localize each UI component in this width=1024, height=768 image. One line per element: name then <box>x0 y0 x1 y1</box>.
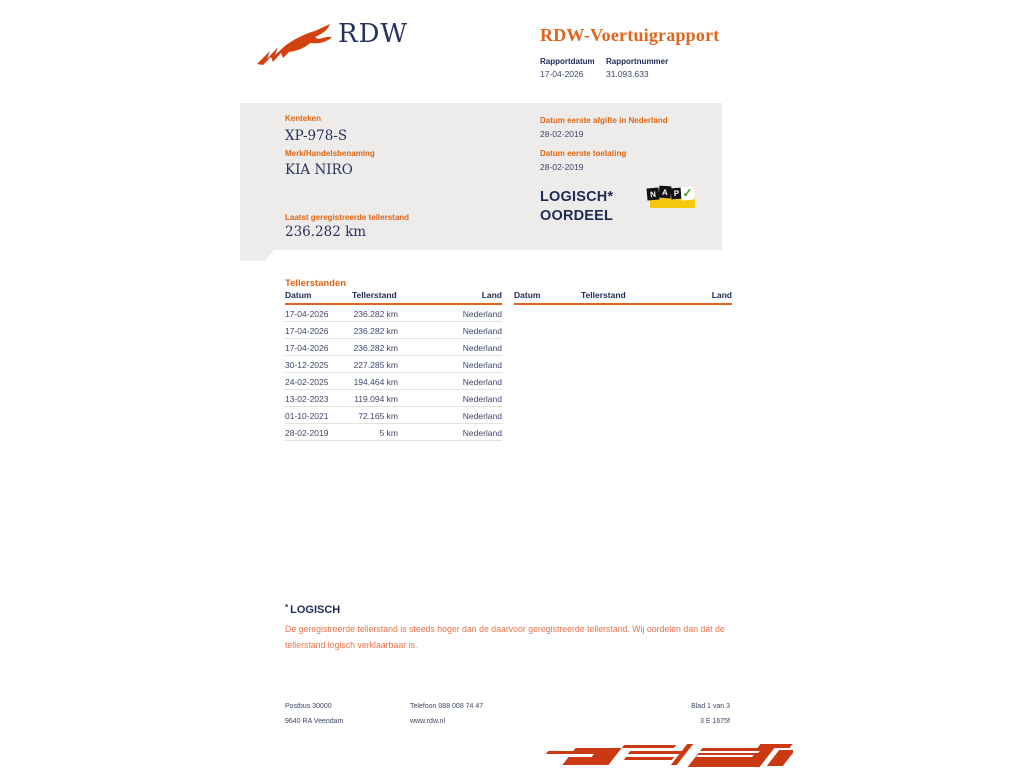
nap-logo <box>647 185 695 211</box>
table-header-row <box>514 290 732 304</box>
table-row <box>285 390 502 407</box>
eerste-afgifte-label: Datum eerste afgifte in Nederland <box>540 116 668 125</box>
footer-address-line1: Postbus 30000 <box>285 703 332 710</box>
rdw-decorative-bars <box>545 742 793 768</box>
footer-website: www.rdw.nl <box>410 718 446 725</box>
logisch-footnote-title <box>285 604 340 616</box>
cell-datum: 17-04-2026 <box>285 304 352 322</box>
table-row <box>285 339 502 356</box>
tellerstanden-table <box>285 290 502 441</box>
cell-datum: 17-04-2026 <box>285 322 352 339</box>
footnote-title-text: LOGISCH <box>290 604 341 616</box>
oordeel-text <box>540 188 613 225</box>
table-header-row <box>285 290 502 304</box>
footer-phone: Telefoon 088 008 74 47 <box>410 703 484 710</box>
cell-land: Nederland <box>398 407 502 424</box>
nap-letter-p: P <box>671 188 683 200</box>
rdw-logo-text: RDW <box>338 19 409 49</box>
rdw-wing-logo-icon <box>255 20 333 68</box>
footnote-asterisk: * <box>285 603 289 612</box>
oordeel-line1: LOGISCH* <box>540 189 614 205</box>
report-date-label: Rapportdatum <box>540 57 595 66</box>
nap-letter-n: N <box>646 187 659 200</box>
eerste-afgifte-value: 28-02-2019 <box>540 129 584 139</box>
laatste-tellerstand-label: Laatst geregistreerde tellerstand <box>285 213 410 222</box>
report-number-value: 31.093.633 <box>606 69 649 79</box>
kenteken-value: XP-978-S <box>285 128 348 144</box>
tellerstanden-table-empty <box>514 290 732 305</box>
column-header-land: Land <box>398 290 502 304</box>
cell-km: 227.285 km <box>352 356 398 373</box>
cell-km: 194.464 km <box>352 373 398 390</box>
cell-land: Nederland <box>398 390 502 407</box>
table-row <box>285 356 502 373</box>
logisch-footnote-text: De geregistreerde tellerstand is steeds hoger dan de daarvoor geregistreerde tellerstand. Wij oordelen dan dat de tellerstand logisch verklaarbaar is. <box>285 624 725 650</box>
cell-km: 119.094 km <box>352 390 398 407</box>
tellerstanden-table-body <box>285 304 502 441</box>
merk-value: KIA NIRO <box>285 162 353 178</box>
footer-address-line2: 9640 RA Veendam <box>285 718 344 725</box>
cell-land: Nederland <box>398 424 502 441</box>
kenteken-label: Kenteken <box>285 114 322 123</box>
column-header-tellerstand: Tellerstand <box>352 290 398 304</box>
column-header-datum: Datum <box>514 290 581 304</box>
cell-land: Nederland <box>398 339 502 356</box>
cell-land: Nederland <box>398 322 502 339</box>
cell-km: 72.165 km <box>352 407 398 424</box>
table-row <box>285 407 502 424</box>
report-number-label: Rapportnummer <box>606 57 669 66</box>
page-title: RDW-Voertuigrapport <box>540 25 720 45</box>
nap-letter-a: A <box>659 186 672 199</box>
cell-datum: 28-02-2019 <box>285 424 352 441</box>
eerste-toelating-label: Datum eerste toelating <box>540 149 627 158</box>
column-header-datum: Datum <box>285 290 352 304</box>
summary-box-tab <box>240 250 274 261</box>
footer-page-number: Blad 1 van 3 <box>691 703 730 710</box>
cell-km: 5 km <box>352 424 398 441</box>
cell-land: Nederland <box>398 356 502 373</box>
table-row <box>285 322 502 339</box>
column-header-land: Land <box>627 290 732 304</box>
eerste-toelating-value: 28-02-2019 <box>540 162 584 172</box>
cell-land: Nederland <box>398 373 502 390</box>
merk-label: Merk/Handelsbenaming <box>285 149 375 158</box>
cell-datum: 01-10-2021 <box>285 407 352 424</box>
laatste-tellerstand-value: 236.282 km <box>285 224 367 240</box>
oordeel-line2: OORDEEL <box>540 207 614 224</box>
table-row <box>285 373 502 390</box>
cell-datum: 24-02-2025 <box>285 373 352 390</box>
cell-km: 236.282 km <box>352 339 398 356</box>
report-date-value: 17-04-2026 <box>540 69 584 79</box>
table-row <box>285 424 502 441</box>
cell-land: Nederland <box>398 304 502 322</box>
nap-checkmark-icon: ✓ <box>681 185 693 201</box>
cell-datum: 30-12-2025 <box>285 356 352 373</box>
cell-km: 236.282 km <box>352 322 398 339</box>
tellerstanden-title: Tellerstanden <box>285 278 347 289</box>
cell-datum: 13-02-2023 <box>285 390 352 407</box>
table-row <box>285 304 502 322</box>
cell-datum: 17-04-2026 <box>285 339 352 356</box>
cell-km: 236.282 km <box>352 304 398 322</box>
footer-form-code: 3 E 1675f <box>700 718 730 725</box>
column-header-tellerstand: Tellerstand <box>581 290 627 304</box>
